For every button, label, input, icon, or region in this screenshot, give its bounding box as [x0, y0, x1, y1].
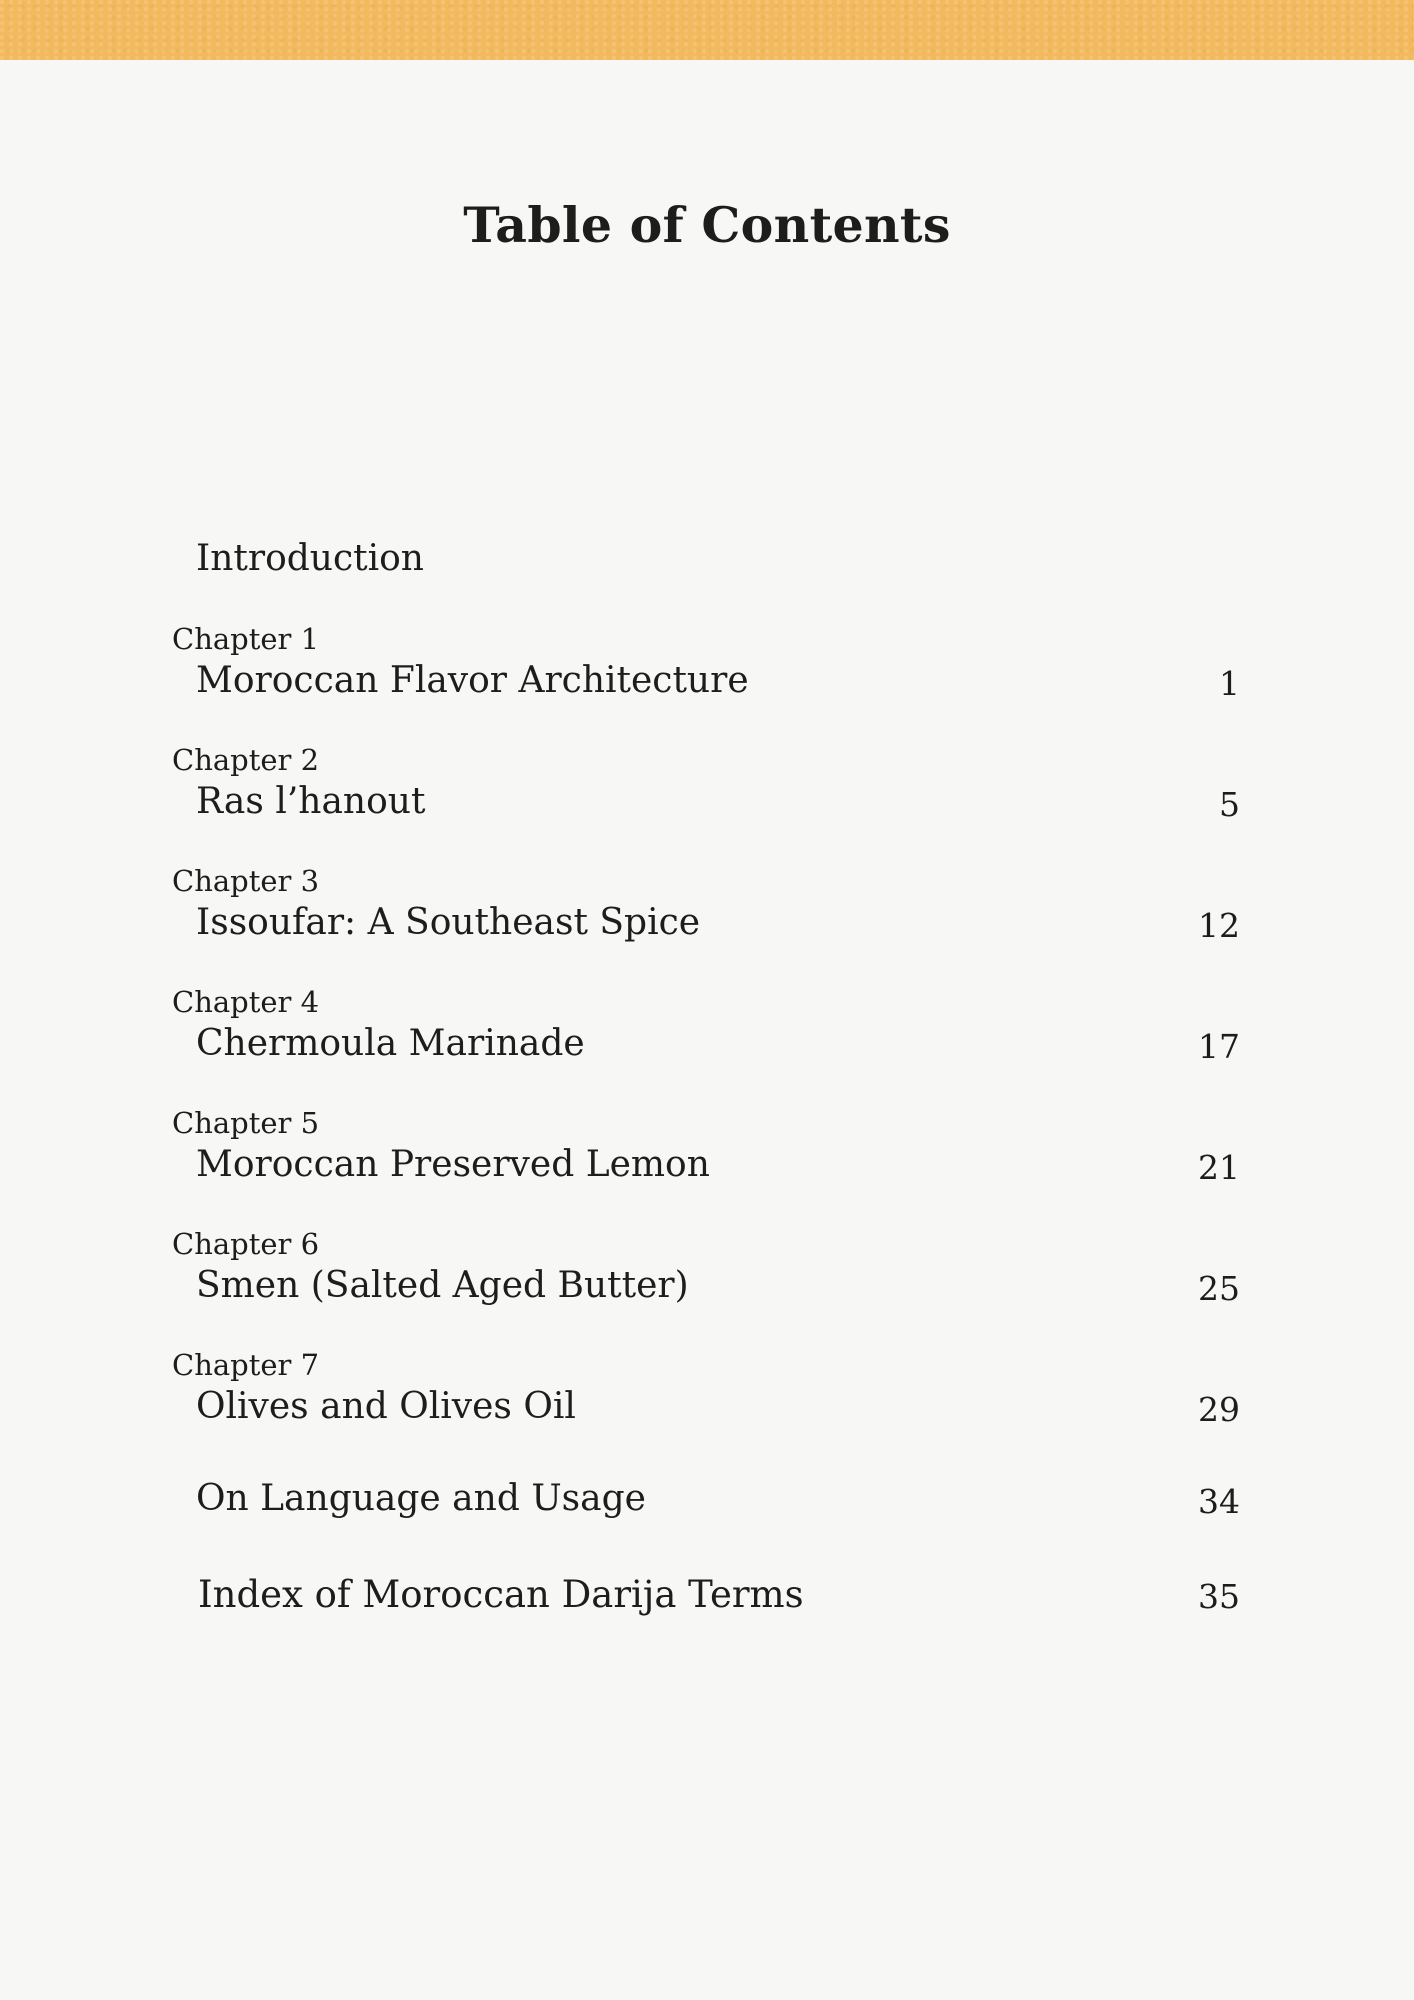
toc-page-number: 17 — [1198, 1027, 1240, 1066]
toc-entry-title: Introduction — [196, 538, 424, 579]
chapter-label: Chapter 1 — [172, 622, 320, 656]
toc-page-number: 12 — [1198, 906, 1240, 945]
toc-page-number: 34 — [1198, 1482, 1240, 1521]
toc-page-number: 21 — [1198, 1148, 1240, 1187]
toc-page-number: 29 — [1198, 1390, 1240, 1429]
chapter-label: Chapter 2 — [172, 743, 320, 777]
toc-page-number: 5 — [1219, 785, 1240, 824]
toc-entry-title: Index of Moroccan Darija Terms — [198, 1573, 804, 1616]
chapter-label: Chapter 5 — [172, 1106, 320, 1140]
chapter-label: Chapter 3 — [172, 864, 320, 898]
toc-page-number: 25 — [1198, 1269, 1240, 1308]
toc-entry-title: Smen (Salted Aged Butter) — [196, 1265, 689, 1306]
toc-page-number: 1 — [1219, 664, 1240, 703]
toc-entry-title: Issoufar: A Southeast Spice — [196, 902, 701, 943]
chapter-label: Chapter 7 — [172, 1348, 320, 1382]
toc-entry-title: On Language and Usage — [196, 1478, 646, 1519]
toc-entry-title: Ras l’hanout — [196, 781, 426, 822]
chapter-label: Chapter 6 — [172, 1227, 320, 1261]
toc-entry-title: Moroccan Preserved Lemon — [196, 1144, 710, 1185]
toc-entry-title: Olives and Olives Oil — [196, 1386, 576, 1427]
toc-entry-title: Moroccan Flavor Architecture — [196, 660, 749, 701]
page-title: Table of Contents — [463, 196, 951, 254]
chapter-label: Chapter 4 — [172, 985, 320, 1019]
toc-page-number: 35 — [1198, 1577, 1240, 1616]
toc-entry-title: Chermoula Marinade — [196, 1023, 585, 1064]
